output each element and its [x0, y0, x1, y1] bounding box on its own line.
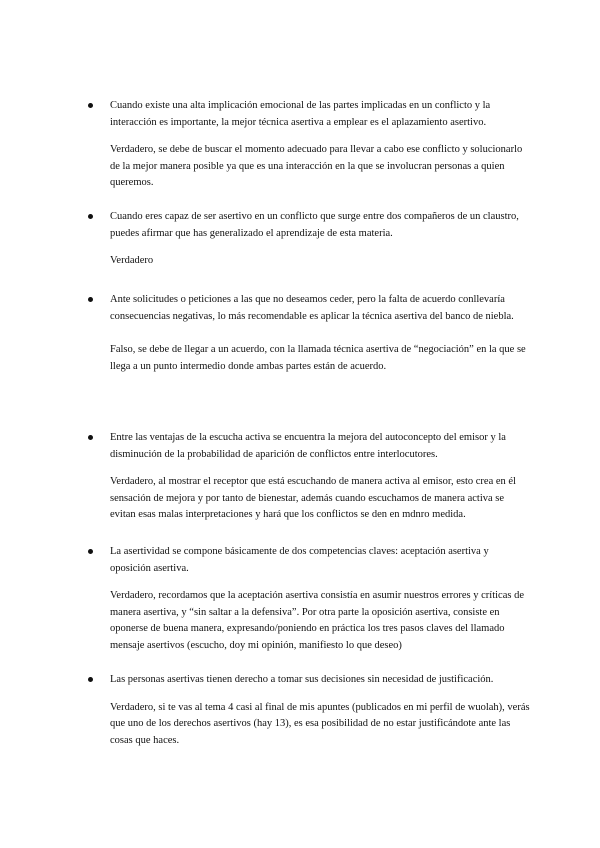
answer-text: Verdadero: [110, 255, 154, 266]
bullet-icon: [88, 435, 93, 440]
bullet-icon: [88, 214, 93, 219]
question-text: Cuando existe una alta implicación emocional de las partes implicadas en un conflicto y la interacción es importante, la mejor técnica asertiva a emplear es el aplazamiento asertivo.: [110, 100, 491, 128]
bullet-icon: [88, 677, 93, 682]
question-text: Las personas asertivas tienen derecho a tomar sus decisiones sin necesidad de justificación.: [110, 674, 494, 685]
question-text: Entre las ventajas de la escucha activa se encuentra la mejora del autoconcepto del emisor y la disminución de la probabilidad de aparición de conflictos entre interlocutores.: [110, 432, 506, 460]
answer-text: Verdadero, si te vas al tema 4 casi al final de mis apuntes (publicados en mi perfil de wuolah), verás que uno de los derechos asertivos (hay 13), es esa posibilidad de no estar justificándote ante las cosas que haces.: [110, 701, 530, 746]
list-item: [90, 98, 530, 192]
answer-text: Verdadero, al mostrar el receptor que está escuchando de manera activa al emisor, esto crea en él sensación de mejora y por tanto de bienestar, además cuando escuchamos de manera activa se evitan esas malas interpretaciones y hará que los conflictos se den en mdnro medida.: [110, 476, 516, 520]
bullet-icon: [88, 297, 93, 302]
list-item: [90, 544, 530, 654]
answer-text: Falso, se debe de llegar a un acuerdo, con la llamada técnica asertiva de “negociación” en la que se llega a un punto intermedio donde ambas partes están de acuerdo.: [110, 344, 526, 372]
question-text: Ante solicitudes o peticiones a las que no deseamos ceder, pero la falta de acuerdo conllevaría consecuencias negativas, lo más recomendable es aplicar la técnica asertiva del banco de niebla.: [110, 294, 514, 322]
list-item: [90, 292, 530, 375]
bullet-icon: [88, 549, 93, 554]
list-item: [90, 209, 530, 270]
list-item: [90, 430, 530, 524]
list-item: [90, 672, 530, 749]
question-text: Cuando eres capaz de ser asertivo en un conflicto que surge entre dos compañeros de un claustro, puedes afirmar que has generalizado el aprendizaje de esta materia.: [110, 211, 519, 239]
question-text: La asertividad se compone básicamente de dos competencias claves: aceptación asertiva y oposición asertiva.: [110, 546, 489, 574]
answer-text: Verdadero, se debe de buscar el momento adecuado para llevar a cabo ese conflicto y solucionarlo de la mejor manera posible ya que es una interacción en la que se involucran personas a quien queremos.: [110, 144, 523, 188]
bullet-icon: [88, 103, 93, 108]
answer-text: Verdadero, recordamos que la aceptación asertiva consistía en asumir nuestros errores y críticas de manera asertiva, y “sin saltar a la defensiva”. Por otra parte la oposición asertiva, consiste en oponerse de buena manera, expresando/poniendo en práctica los tres pasos claves del llamado mensaje asertivos (escucho, doy mi opinión, manifiesto lo que deseo): [110, 590, 524, 651]
